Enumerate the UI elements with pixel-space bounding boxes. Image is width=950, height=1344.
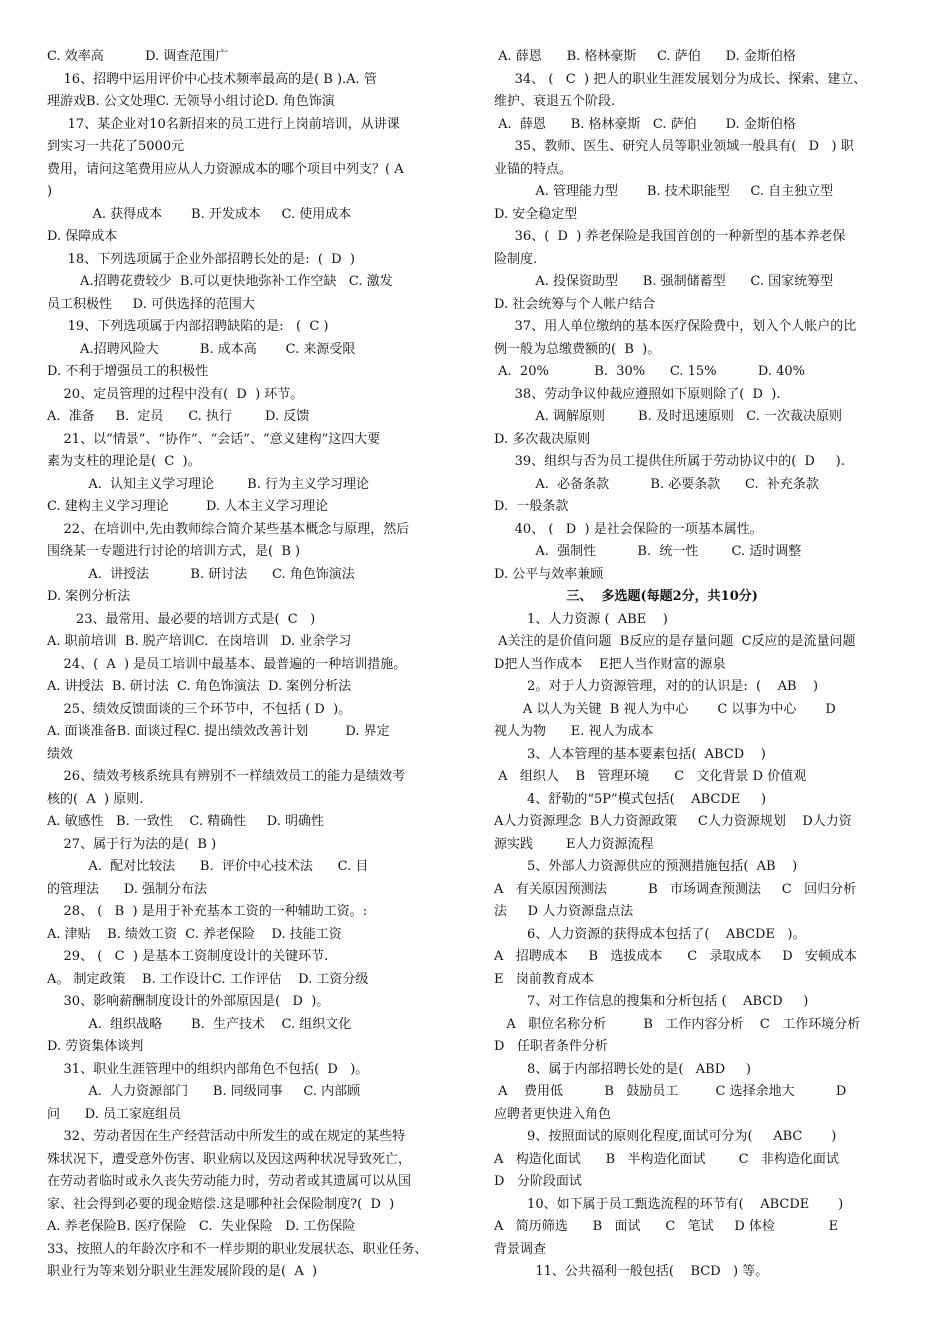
left-text-line: 26、绩效考核系统具有辨别不一样绩效员工的能力是绩效考 [47,769,406,784]
left-text-line: 绩效 [47,746,74,762]
right-text-line: 例一般为总缴费额的( B )。 [494,341,661,357]
left-text-line: A. 配对比较法 B. 评价中心技术法 C. 目 [47,859,369,874]
right-text-line: 35、教师、医生、研究人员等职业领域一般具有( D ) 职 [494,139,854,154]
right-text-line: A 费用低 B 鼓励员工 C 选择余地大 D [494,1084,847,1099]
right-text-line: D. 公平与效率兼顾 [494,566,604,582]
right-text-line: 7、对工作信息的搜集和分析包括 ( ABCD ) [494,994,809,1009]
right-text-line: 3、人本管理的基本要素包括( ABCD ) [494,746,766,762]
left-text-line: A. 职前培训 B. 脱产培训C. 在岗培训 D. 业余学习 [47,634,352,649]
right-text-line: 源实践 E人力资源流程 [494,836,654,852]
left-text-line: A. 组织战略 B. 生产技术 C. 组织文化 [47,1016,352,1032]
right-text-line: 险制度. [494,251,538,267]
left-text-line: 21、以“情景”、“协作”、“会话”、“意义建构”这四大要 [47,431,381,447]
left-text-line: A. 敏感性 B. 一致性 C. 精确性 D. 明确性 [47,814,325,829]
left-text-line: A.招聘花费较少 B.可以更快地弥补工作空缺 C. 激发 [47,274,393,289]
right-text-line: 6、人力资源的获得成本包括了( ABCDE )。 [494,926,806,942]
left-text-line: A. 认知主义学习理论 B. 行为主义学习理论 [47,476,369,492]
right-text-line: D把人当作成本 E把人当作财富的源泉 [494,656,726,672]
left-text-line: 殊状况下，遭受意外伤害、职业病以及因这两种状况导致死亡， [47,1151,412,1167]
left-text-line: 30、影响薪酬制度设计的外部原因是( D )。 [47,994,330,1009]
right-text-line: 8、属于内部招聘长处的是( ABD ) [494,1061,751,1077]
right-text-line: A. 强制性 B. 统一性 C. 适时调整 [494,544,802,559]
right-text-line: 应聘者更快进入角色 [494,1106,612,1122]
left-text-line: D. 劳资集体谈判 [47,1039,144,1054]
left-text-line: D. 不利于增强员工的积极性 [47,364,209,379]
right-text-line: A. 必备条款 B. 必要条款 C. 补充条款 [494,476,819,492]
left-text-line: A. 获得成本 B. 开发成本 C. 使用成本 [47,206,352,222]
right-text-line: A 构造化面试 B 半构造化面试 C 非构造化面试 [494,1151,839,1167]
left-text-line: 素为支柱的理论是( C )。 [47,454,201,469]
left-text-line: 在劳动者临时或永久丧失劳动能力时，劳动者或其遗属可以从国 [47,1174,412,1189]
left-text-line: A. 准备 B. 定员 C. 执行 D. 反馈 [47,409,310,424]
left-text-line: 19、下列选项属于内部招聘缺陷的是: ( C ) [47,319,329,334]
left-text-line: ) [47,184,53,199]
right-text-line: 11、公共福利一般包括( BCD ) 等。 [494,1264,769,1279]
right-text-line: 视人为物 E. 视人为成本 [494,724,654,739]
left-text-line: 问 D. 员工家庭组员 [47,1106,182,1122]
left-text-line: D. 保障成本 [47,229,118,244]
left-text-line: 22、在培训中,先由教师综合简介某些基本概念与原理，然后 [47,521,410,537]
left-text-line: A.招聘风险大 B. 成本高 C. 来源受限 [47,341,356,357]
right-text-line: 10、如下属于员工甄选流程的环节有( ABCDE ) [494,1196,844,1212]
left-text-line: 23、最常用、最必要的培训方式是( C ) [47,611,316,627]
right-text-line: A. 20% B. 30% C. 15% D. 40% [494,364,805,379]
right-text-line: 2。对于人力资源管理，对的的认识是: ( AB ) [494,679,819,694]
left-text-line: 18、下列选项属于企业外部招聘长处的是: ( D ) [47,251,355,267]
right-text-line: A关注的是价值问题 B反应的是存量问题 C反应的是流量问题 [494,634,856,649]
right-text-line: A. 投保资助型 B. 强制储蓄型 C. 国家统筹型 [494,274,834,289]
left-text-line: 20、定员管理的过程中没有( D ) 环节。 [47,386,304,402]
right-column [494,46,908,1284]
right-text-line: D 任职者条件分析 [494,1039,608,1054]
left-text-line: 27、属于行为法的是( B ) [47,836,217,852]
left-text-line: A。 制定政策 B. 工作设计C. 工作评估 D. 工资分级 [47,971,369,987]
left-text-line: 28、 ( B ) 是用于补充基本工资的一种辅助工资。: [47,904,368,919]
right-text-line: 业锚的特点。 [494,161,573,177]
left-text-line: 家、社会得到必要的现金赔偿.这是哪种社会保险制度?( D ) [47,1196,395,1212]
left-text-line: 员工积极性 D. 可供选择的范围大 [47,296,255,312]
left-text-line: 理游戏B. 公文处理C. 无领导小组讨论D. 角色饰演 [47,94,335,109]
right-text-line: A 职位名称分析 B 工作内容分析 C 工作环境分析 [494,1016,861,1032]
left-text-line: 到实习一共花了5000元 [47,139,185,154]
left-text-line: D. 案例分析法 [47,589,131,604]
right-text-line: 36、( D ) 养老保险是我国首创的一种新型的基本养老保 [494,229,846,244]
right-text-line: 37、用人单位缴纳的基本医疗保险费中，划入个人帐户的比 [494,319,857,334]
right-text-line: D. 多次裁决原则 [494,431,591,447]
left-text-line: 25、绩效反馈面谈的三个环节中，不包括 ( D )。 [47,701,352,717]
right-text-line: A人力资源理念 B人力资源政策 C人力资源规划 D人力资 [494,814,852,829]
left-text-line: A. 人力资源部门 B. 同级同事 C. 内部顾 [47,1084,361,1099]
left-text-line: 32、劳动者因在生产经营活动中所发生的或在规定的某些特 [47,1129,406,1144]
right-text-line: E 岗前教育成本 [494,971,594,987]
right-text-line: A 简历筛选 B 面试 C 笔试 D 体检 E [494,1219,839,1234]
left-text-line: A. 面谈准备B. 面谈过程C. 提出绩效改善计划 D. 界定 [47,724,390,739]
right-text-line: 法 D 人力资源盘点法 [494,904,634,919]
left-text-line: 核的( A ) 原则. [47,791,144,807]
left-text-line: A. 津贴 B. 绩效工资 C. 养老保险 D. 技能工资 [47,926,342,942]
left-text-line: A. 讲授法 B. 研讨法 C. 角色饰演法 [47,566,355,582]
left-text-line: 16、招聘中运用评价中心技术频率最高的是( B ).A. 管 [47,71,377,87]
left-text-line: 29、 ( C ) 是基本工资制度设计的关键环节. [47,949,329,964]
right-text-line: A. 调解原则 B. 及时迅速原则 C. 一次裁决原则 [494,409,842,424]
left-text-line: 24、( A ) 是员工培训中最基本、最普遍的一种培训措施。 [47,656,407,672]
left-text-line: 17、某企业对10名新招来的员工进行上岗前培训，从讲课 [47,116,400,132]
left-text-line: A. 养老保险B. 医疗保险 C. 失业保险 D. 工伤保险 [47,1219,356,1234]
right-text-line: A 有关原因预测法 B 市场调查预测法 C 回归分析 [494,881,857,897]
left-text-line: 费用，请问这笔费用应从人力资源成本的哪个项目中列支？( A [47,161,404,177]
right-text-line: A. 管理能力型 B. 技术职能型 C. 自主独立型 [494,184,834,199]
right-text-line: D. 安全稳定型 [494,206,578,222]
right-text-line: A 组织人 B 管理环境 C 文化背景 D 价值观 [494,769,807,784]
right-text-line: A 招聘成本 B 选拔成本 C 录取成本 D 安顿成本 [494,949,858,964]
right-text-line: D 分阶段面试 [494,1174,582,1189]
right-text-line: 39、组织与否为员工提供住所属于劳动协议中的( D ). [494,454,845,469]
right-text-line: A. 薛恩 B. 格林豪斯 C. 萨伯 D. 金斯伯格 [494,116,796,132]
left-text-line: C. 建构主义学习理论 D. 人本主义学习理论 [47,499,329,514]
right-text-line: 1、人力资源 ( ABE ) [494,611,668,627]
right-text-line: A. 薛恩 B. 格林豪斯 C. 萨伯 D. 金斯伯格 [494,49,796,64]
section-heading: 三、 多选题(每题2分，共10分) [494,589,758,604]
right-text-line: 5、外部人力资源供应的预测措施包括( AB ) [494,859,798,874]
right-text-line: D. 一般条款 [494,499,569,514]
right-text-line: 9、按照面试的原则化程度,面试可分为( ABC ) [494,1129,837,1144]
right-text-line: 34、 ( C ) 把人的职业生涯发展划分为成长、探索、建立、 [494,71,867,87]
right-text-line: 背景调查 [494,1241,547,1257]
left-text-line: 围绕某一专题进行讨论的培训方式，是( B ) [47,544,301,559]
left-text-line: C. 效率高 D. 调查范围广 [47,49,229,64]
left-text-line: 的管理法 D. 强制分布法 [47,881,208,897]
right-text-line: 38、劳动争议仲裁应遵照如下原则除了( D ). [494,386,781,402]
right-text-line: A 以人为关键 B 视人为中心 C 以事为中心 D [494,701,836,717]
left-column [47,46,459,1284]
right-text-line: 4、舒勒的“5P”模式包括( ABCDE ) [494,791,767,807]
left-text-line: 职业行为等来划分职业生涯发展阶段的是( A ) [47,1264,318,1279]
right-text-line: D. 社会统筹与个人帐户结合 [494,296,656,312]
left-text-line: 31、职业生涯管理中的组织内部角色不包括( D )。 [47,1061,369,1077]
right-text-line: 40、 ( D ) 是社会保险的一项基本属性。 [494,521,763,537]
left-text-line: 33、按照人的年龄次序和不一样步期的职业发展状态、职业任务、 [47,1241,428,1257]
right-text-line: 维护、衰退五个阶段. [494,94,616,109]
left-text-line: A. 讲授法 B. 研讨法 C. 角色饰演法 D. 案例分析法 [47,679,352,694]
